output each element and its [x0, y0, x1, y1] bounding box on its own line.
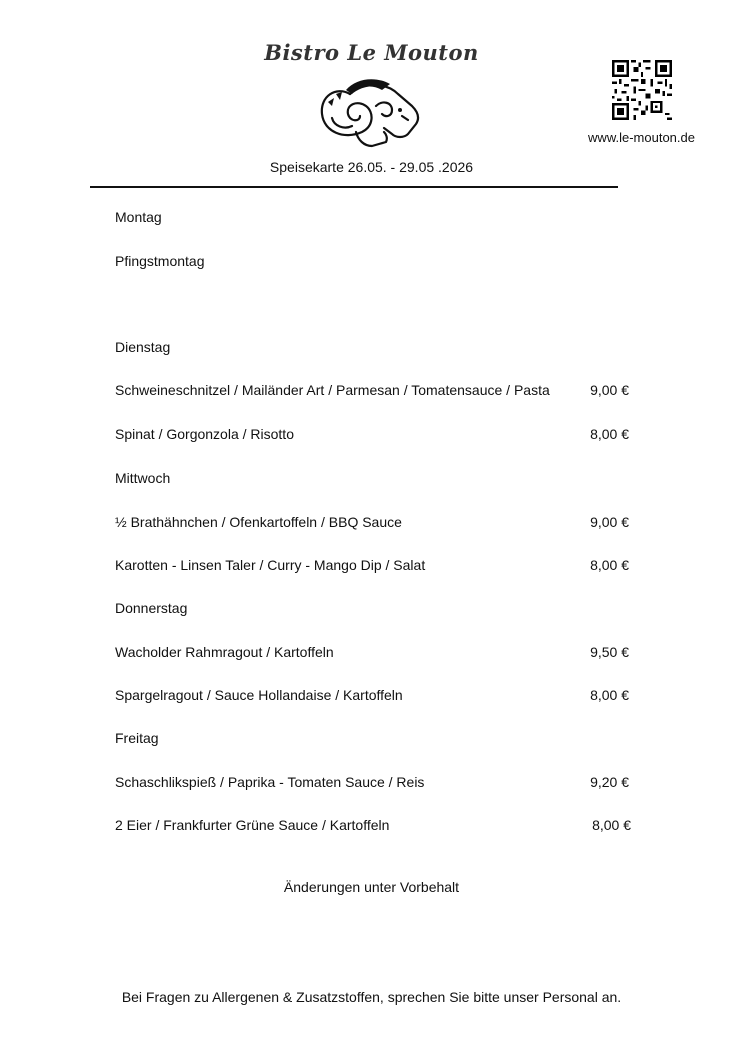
dish-price: 8,00 €: [590, 557, 629, 573]
dish-price: 9,00 €: [590, 382, 629, 398]
day-heading-monday: Montag: [115, 209, 162, 225]
dish-name: ½ Brathähnchen / Ofenkartoffeln / BBQ Sauce: [115, 514, 402, 530]
dish-price: 9,20 €: [590, 774, 629, 790]
dish-price: 8,00 €: [592, 817, 631, 833]
dish-name: Schweineschnitzel / Mailänder Art / Parmesan / Tomatensauce / Pasta: [115, 382, 550, 398]
dish-price: 9,00 €: [590, 514, 629, 530]
changes-disclaimer: Änderungen unter Vorbehalt: [283, 879, 460, 895]
monday-note: Pfingstmontag: [115, 253, 205, 269]
header-divider: [90, 186, 618, 188]
day-heading-tuesday: Dienstag: [115, 339, 171, 355]
qr-code-icon: [612, 60, 672, 120]
menu-date-range: Speisekarte 26.05. - 29.05 .2026: [269, 159, 474, 175]
day-heading-wednesday: Mittwoch: [115, 470, 171, 486]
allergen-note: Bei Fragen zu Allergenen & Zusatzstoffen, sprechen Sie bitte unser Personal an.: [121, 989, 622, 1005]
dish-price: 9,50 €: [590, 644, 629, 660]
website-url: www.le-mouton.de: [588, 130, 695, 145]
day-heading-friday: Freitag: [115, 730, 159, 746]
dish-name: Wacholder Rahmragout / Kartoffeln: [115, 644, 334, 660]
dish-name: Schaschlikspieß / Paprika - Tomaten Sauce / Reis: [115, 774, 425, 790]
ram-logo-icon: [316, 72, 424, 152]
dish-name: Spinat / Gorgonzola / Risotto: [115, 426, 294, 442]
dish-name: Karotten - Linsen Taler / Curry - Mango Dip / Salat: [115, 557, 426, 573]
brand-title: Bistro Le Mouton: [264, 40, 479, 65]
day-heading-thursday: Donnerstag: [115, 600, 188, 616]
dish-price: 8,00 €: [590, 426, 629, 442]
dish-name: 2 Eier / Frankfurter Grüne Sauce / Kartoffeln: [115, 817, 390, 833]
dish-name: Spargelragout / Sauce Hollandaise / Kartoffeln: [115, 687, 403, 703]
dish-price: 8,00 €: [590, 687, 629, 703]
